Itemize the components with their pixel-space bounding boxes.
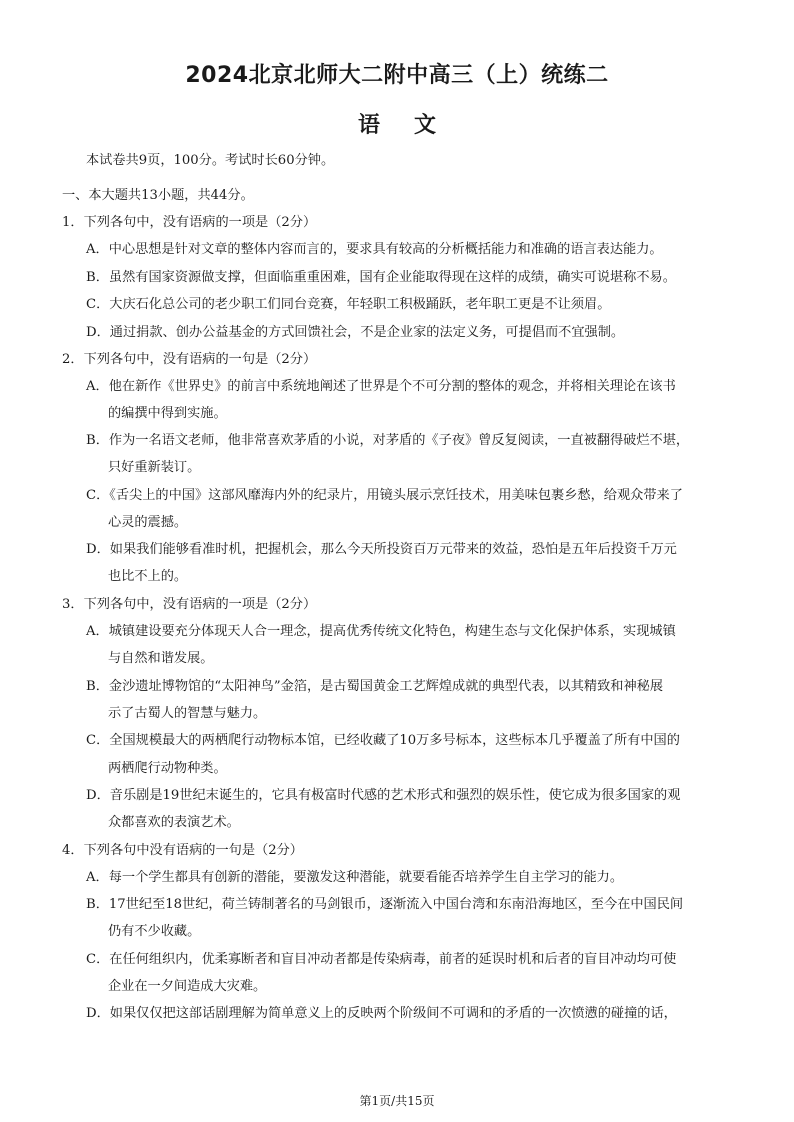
question-4-option-b-cont: 仍有不少收藏。	[108, 924, 201, 939]
question-4-option-c: C．在任何组织内，优柔寡断者和盲目冲动者都是传染病毒，前者的延误时机和后者的盲目冲动均可使	[86, 952, 677, 967]
question-3-stem: 3．下列各句中，没有语病的一项是（2分）	[62, 597, 317, 612]
question-2-option-a: A．他在新作《世界史》的前言中系统地阐述了世界是个不可分割的整体的观念，并将相关理论在该书	[86, 379, 676, 394]
question-1-option-c: C．大庆石化总公司的老少职工们同台竞赛，年轻职工积极踊跃，老年职工更是不让须眉。	[86, 297, 611, 312]
question-4-stem: 4．下列各句中没有语病的一句是（2分）	[62, 843, 303, 858]
question-3-option-d-cont: 众都喜欢的表演艺术。	[108, 815, 240, 830]
question-1-stem: 1．下列各句中，没有语病的一项是（2分）	[62, 215, 317, 230]
question-4-option-d: D．如果仅仅把这部话剧理解为简单意义上的反映两个阶级间不可调和的矛盾的一次愤懑的碰撞的话，	[86, 1006, 677, 1021]
question-1-option-a: A．中心思想是针对文章的整体内容而言的，要求具有较高的分析概括能力和准确的语言表达能力。	[86, 242, 663, 257]
section-heading: 一、本大题共13小题，共44分。	[62, 188, 254, 203]
question-2-option-b: B．作为一名语文老师，他非常喜欢茅盾的小说，对茅盾的《子夜》曾反复阅读，一直被翻得破烂不堪，	[86, 433, 690, 448]
subject-title: 语文	[357, 113, 470, 138]
question-3-option-a: A．城镇建设要充分体现天人合一理念，提高优秀传统文化特色，构建生态与文化保护体系，实现城镇	[86, 624, 676, 639]
page-number: 第1页/共15页	[359, 1094, 435, 1108]
exam-intro: 本试卷共9页，100分。考试时长60分钟。	[86, 153, 335, 168]
question-2-option-c-cont: 心灵的震撼。	[108, 515, 188, 530]
question-4-option-b: B．17世纪至18世纪，荷兰铸制著名的马剑银币，逐渐流入中国台湾和东南沿海地区，至今在中国民间	[86, 897, 684, 912]
question-2-option-d: D．如果我们能够看准时机，把握机会，那么今天所投资百万元带来的效益，恐怕是五年后投资千万元	[86, 542, 677, 557]
question-3-option-c-cont: 两栖爬行动物种类。	[108, 761, 227, 776]
question-1-option-b: B．虽然有国家资源做支撑，但面临重重困难，国有企业能取得现在这样的成绩，确实可说堪称不易。	[86, 270, 676, 285]
question-2-option-c: C．《舌尖上的中国》这部风靡海内外的纪录片，用镜头展示烹饪技术，用美味包裹乡愁，给观众带来了	[86, 488, 683, 503]
question-2-stem: 2．下列各句中，没有语病的一句是（2分）	[62, 352, 317, 367]
question-2-option-a-cont: 的编撰中得到实施。	[108, 406, 227, 421]
question-4-option-a: A．每一个学生都具有创新的潜能，要激发这种潜能，就要看能否培养学生自主学习的能力。	[86, 870, 624, 885]
question-3-option-a-cont: 与自然和谐发展。	[108, 651, 214, 666]
question-4-option-c-cont: 企业在一夕间造成大灾难。	[108, 979, 267, 994]
question-2-option-b-cont: 只好重新装订。	[108, 460, 201, 475]
question-3-option-b: B．金沙遗址博物馆的“太阳神鸟”金箔，是古蜀国黄金工艺辉煌成就的典型代表，以其精致和神秘展	[86, 679, 664, 694]
question-2-option-d-cont: 也比不上的。	[108, 569, 188, 584]
question-1-option-d: D．通过捐款、创办公益基金的方式回馈社会，不是企业家的法定义务，可提倡而不宜强制。	[86, 325, 625, 340]
question-3-option-c: C．全国规模最大的两栖爬行动物标本馆，已经收藏了10万多号标本，这些标本几乎覆盖了所有中国的	[86, 733, 680, 748]
exam-title: 2024北京北师大二附中高三（上）统练二	[185, 63, 609, 88]
question-3-option-b-cont: 示了古蜀人的智慧与魅力。	[108, 706, 267, 721]
question-3-option-d: D．音乐剧是19世纪末诞生的，它具有极富时代感的艺术形式和强烈的娱乐性，使它成为很多国家的观	[86, 788, 681, 803]
